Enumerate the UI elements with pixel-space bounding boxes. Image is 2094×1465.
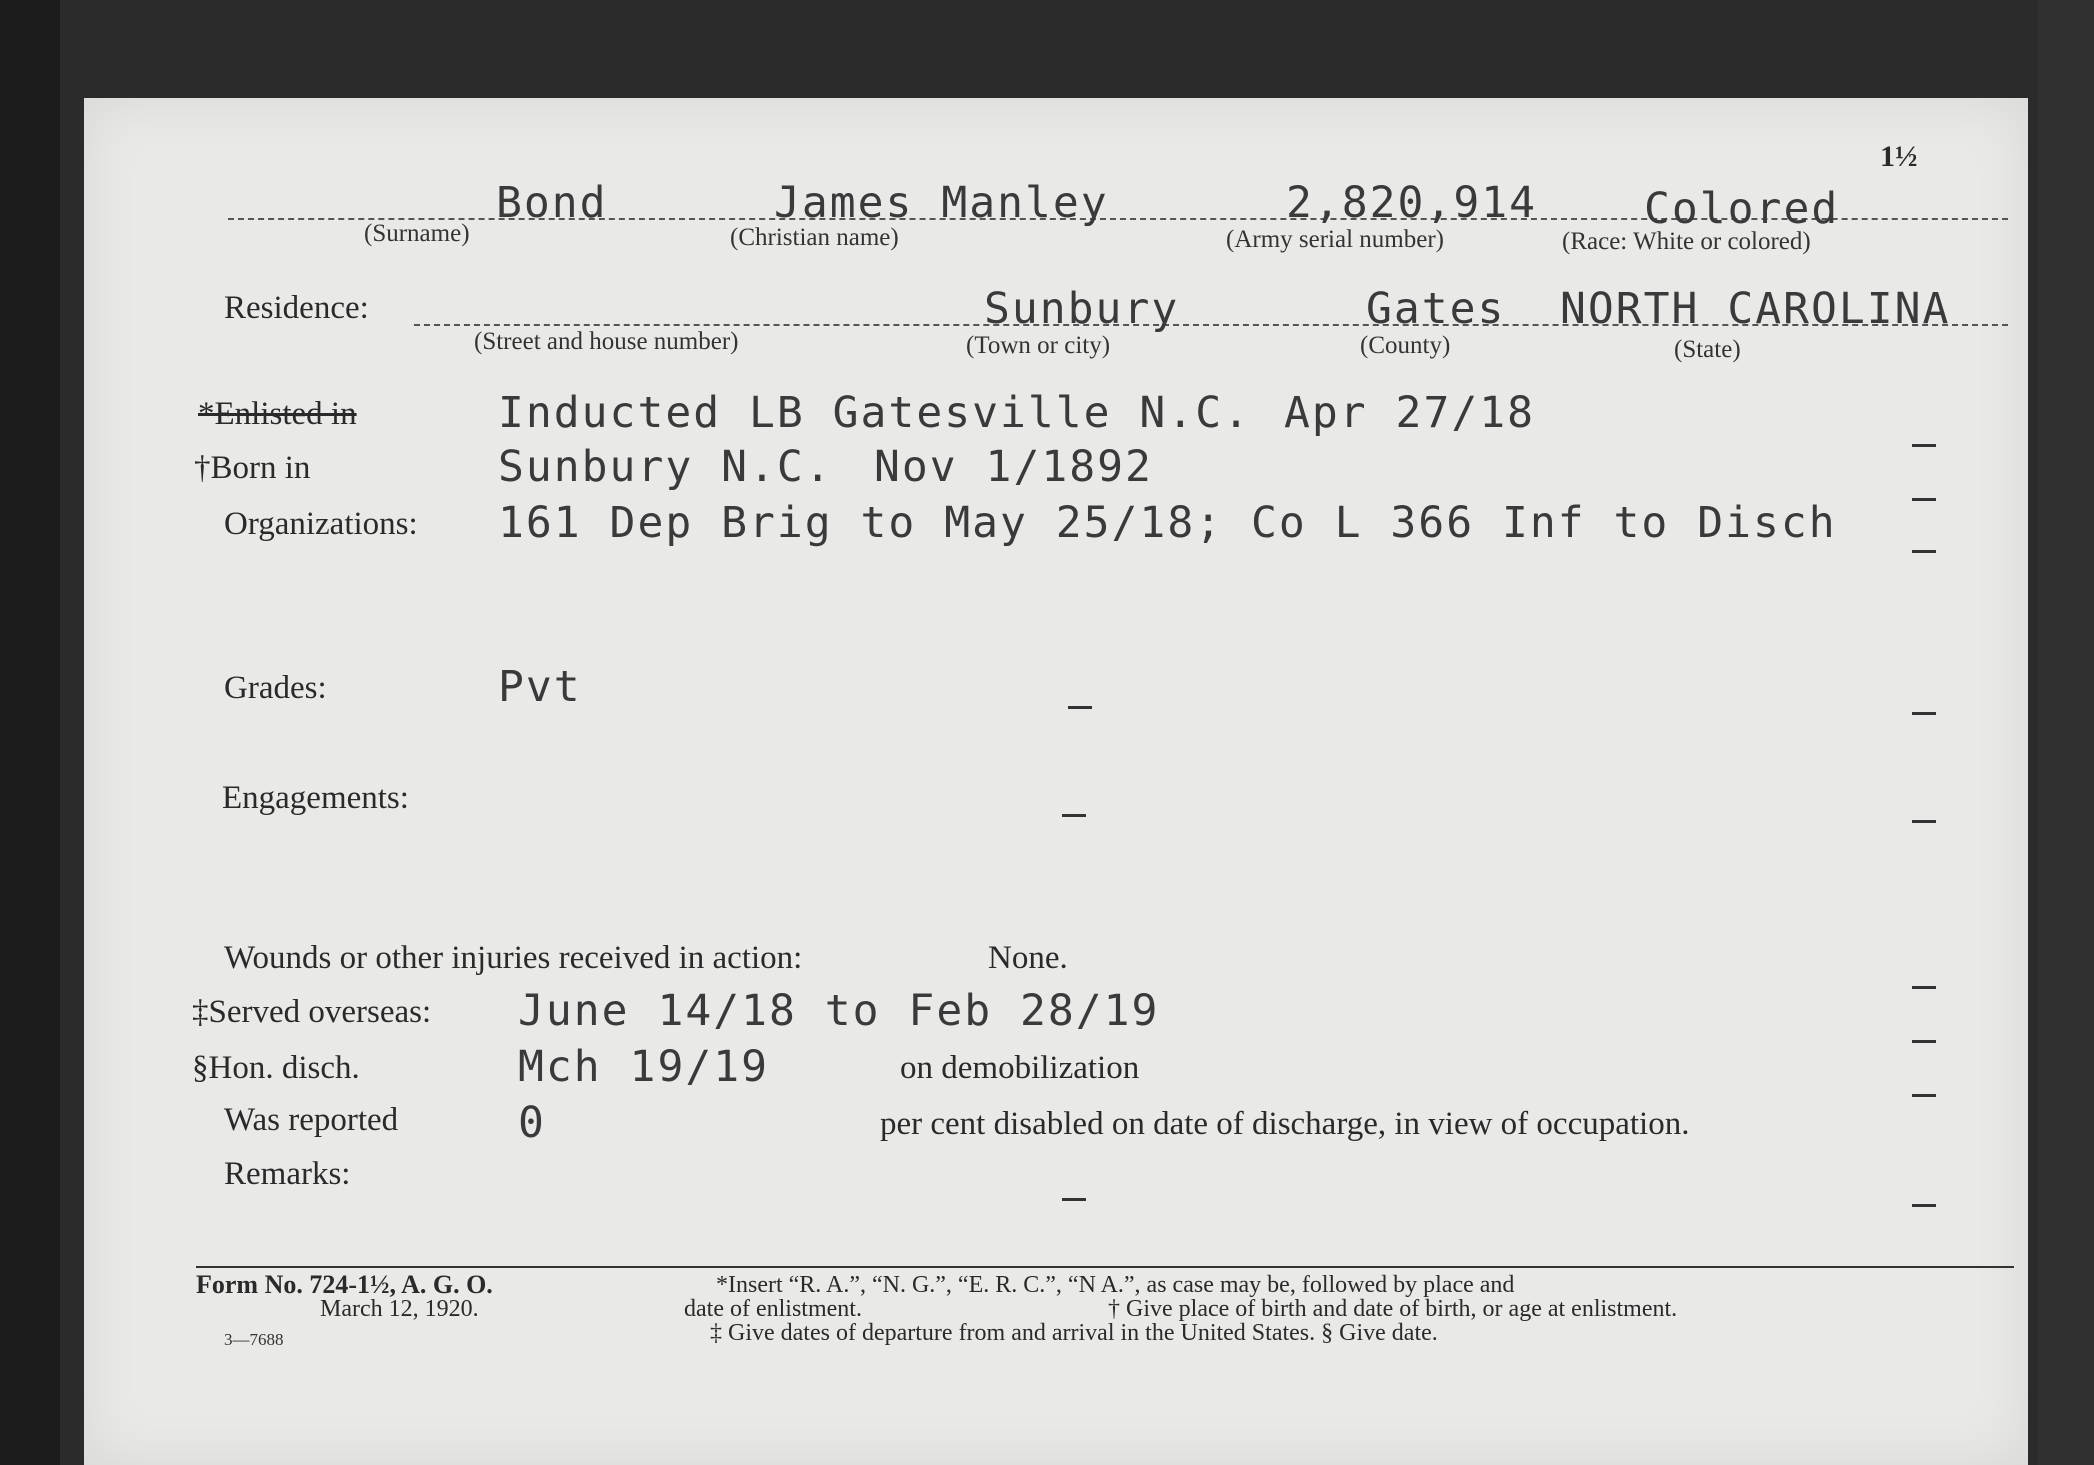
town-caption: (Town or city) [966, 332, 1111, 359]
form-date: March 12, 1920. [320, 1296, 479, 1322]
overseas-upper-dash [1912, 986, 1936, 989]
residence-label: Residence: [224, 290, 369, 326]
reported-label: Was reported [224, 1102, 399, 1138]
page-number: 1½ [1880, 140, 1918, 173]
born-date-value: Nov 1/1892 [874, 442, 1153, 492]
print-code: 3—7688 [224, 1330, 284, 1349]
enlisted-value: Inducted LB Gatesville N.C. [498, 388, 1251, 438]
christian-name-caption: (Christian name) [730, 224, 899, 251]
surname-value: Bond [496, 178, 608, 228]
residence-county-value: Gates [1366, 284, 1506, 334]
born-place-value: Sunbury N.C. [498, 442, 833, 492]
residence-state-value: NORTH CAROLINA [1560, 284, 1951, 334]
discharge-note: on demobilization [900, 1050, 1140, 1086]
christian-name-value: James Manley [774, 178, 1109, 228]
discharge-label: §Hon. disch. [192, 1050, 360, 1086]
footnote-birth: † Give place of birth and date of birth, or age at enlistment. [1108, 1296, 1678, 1322]
footer-rule [196, 1266, 2014, 1268]
enlisted-date: Apr 27/18 [1284, 388, 1535, 438]
state-caption: (State) [1674, 336, 1741, 363]
enlisted-end-dash [1912, 444, 1936, 447]
overseas-value: June 14/18 to Feb 28/19 [518, 986, 1160, 1036]
overseas-end-dash [1912, 1040, 1936, 1043]
grades-value: Pvt [498, 662, 582, 712]
footnote-enlistment-cont: date of enlistment. [684, 1296, 862, 1322]
remarks-end-dash [1912, 1204, 1936, 1207]
wounds-label: Wounds or other injuries received in action: [224, 940, 803, 976]
serial-number-caption: (Army serial number) [1226, 226, 1444, 253]
county-caption: (County) [1360, 332, 1451, 359]
engagements-label: Engagements: [222, 780, 409, 816]
overseas-label: ‡Served overseas: [192, 994, 432, 1030]
race-value: Colored [1644, 184, 1840, 234]
serial-number-value: 2,820,914 [1286, 178, 1537, 228]
residence-town-value: Sunbury [984, 284, 1180, 334]
born-label: †Born in [194, 450, 311, 486]
enlisted-label: *Enlisted in [198, 396, 357, 432]
street-caption: (Street and house number) [474, 328, 739, 355]
organizations-end-dash [1912, 550, 1936, 553]
grades-mid-dash [1068, 706, 1092, 709]
remarks-mid-dash [1062, 1198, 1086, 1201]
organizations-value: 161 Dep Brig to May 25/18; Co L 366 Inf to Disch [498, 498, 1837, 548]
wounds-value: None. [988, 940, 1068, 976]
service-record-card [84, 98, 2028, 1465]
reported-note: per cent disabled on date of discharge, in view of occupation. [880, 1106, 1690, 1142]
scan-background-left [0, 0, 60, 1465]
engagements-mid-dash [1062, 814, 1086, 817]
discharge-date-value: Mch 19/19 [518, 1042, 769, 1092]
scan-background-right [2038, 0, 2094, 1465]
grades-end-dash [1912, 712, 1936, 715]
reported-value: 0 [518, 1098, 546, 1148]
form-number: Form No. 724-1½, A. G. O. [196, 1270, 493, 1299]
discharge-end-dash [1912, 1094, 1936, 1097]
remarks-label: Remarks: [224, 1156, 351, 1192]
race-caption: (Race: White or colored) [1562, 228, 1811, 255]
organizations-label: Organizations: [224, 506, 418, 542]
footnote-enlistment: *Insert “R. A.”, “N. G.”, “E. R. C.”, “N A.”, as case may be, followed by place and [716, 1272, 1515, 1298]
grades-label: Grades: [224, 670, 327, 706]
surname-caption: (Surname) [364, 220, 470, 247]
footnote-overseas: ‡ Give dates of departure from and arrival in the United States. § Give date. [710, 1320, 1438, 1346]
born-end-dash [1912, 498, 1936, 501]
engagements-end-dash [1912, 820, 1936, 823]
